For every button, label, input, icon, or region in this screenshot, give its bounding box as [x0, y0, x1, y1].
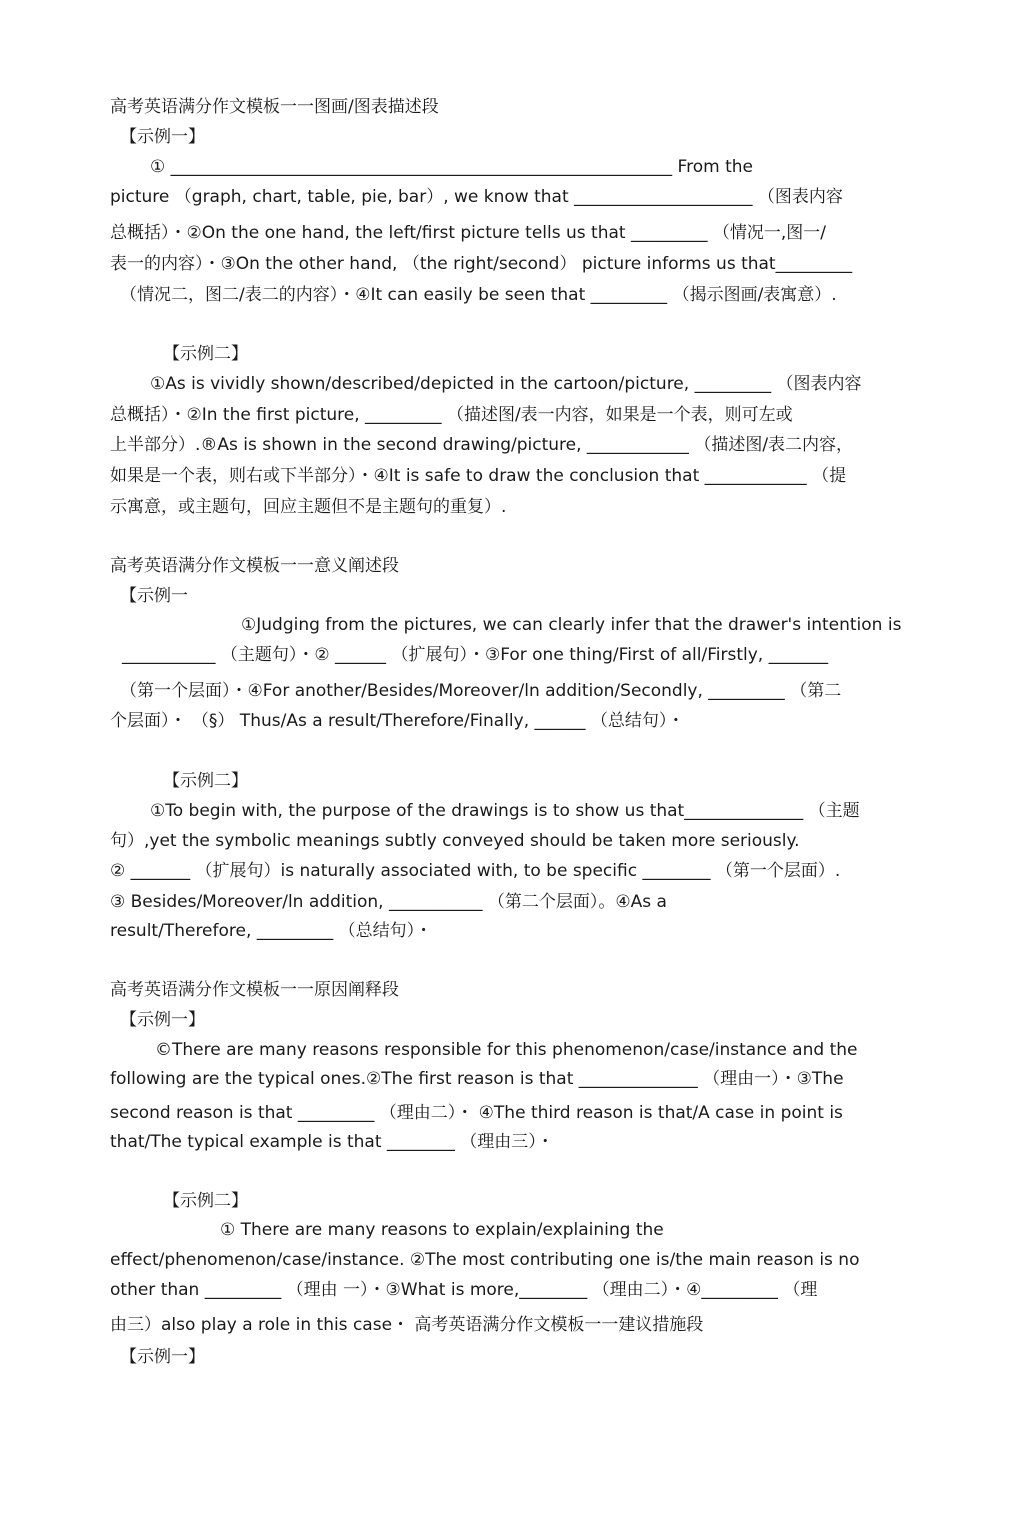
- text-line: 高考英语满分作文模板一一图画/图表描述段: [110, 97, 439, 117]
- text-line: 【示例二】: [163, 1191, 248, 1211]
- text-line: 【示例二】: [163, 771, 248, 791]
- text-line: ___________ （主题句）・② ______ （扩展句）・③For one thing/First of all/Firstly, _______: [122, 645, 829, 665]
- text-line: other than _________ （理由 一）・③What is more,________ （理由二）・④_________ （理: [110, 1280, 818, 1300]
- text-line: picture （graph, chart, table, pie, bar）, we know that _____________________ （图表内容: [110, 187, 843, 207]
- text-line: ①Judging from the pictures, we can clearly infer that the drawer's intention is: [241, 615, 902, 635]
- text-line: ① ___________________________________________________________ From the: [150, 157, 753, 177]
- text-line: 总概括）・②On the one hand, the left/first picture tells us that _________ （情况一,图一/: [110, 223, 826, 243]
- text-line: 高考英语满分作文模板一一原因阐释段: [110, 980, 399, 1000]
- text-line: ③ Besides/Moreover/ln addition, ___________ （第二个层面）。④As a: [110, 892, 667, 912]
- text-line: 由三）also play a role in this case・ 高考英语满分作文模板一一建议措施段: [110, 1315, 704, 1335]
- text-line: 句）,yet the symbolic meanings subtly conveyed should be taken more seriously.: [110, 831, 800, 851]
- text-line: 【示例一: [120, 586, 188, 606]
- text-line: 如果是一个表，则右或下半部分）・④It is safe to draw the conclusion that ____________ （提: [110, 466, 847, 486]
- text-line: result/Therefore, _________ （总结句）・: [110, 921, 433, 941]
- text-line: 高考英语满分作文模板一一意义阐述段: [110, 556, 399, 576]
- text-line: 个层面）・ （§） Thus/As a result/Therefore/Finally, ______ （总结句）・: [110, 711, 685, 731]
- text-line: （第一个层面）・④For another/Besides/Moreover/ln addition/Secondly, _________ （第二: [120, 681, 842, 701]
- text-line: 总概括）・②In the first picture, _________ （描述图/表一内容，如果是一个表，则可左或: [110, 405, 793, 425]
- text-line: 上半部分）.®As is shown in the second drawing/picture, ____________ （描述图/表二内容，: [110, 435, 854, 455]
- text-line: following are the typical ones.②The first reason is that ______________ （理由一）・③The: [110, 1069, 844, 1089]
- text-line: 示寓意，或主题句，回应主题但不是主题句的重复）.: [110, 497, 507, 517]
- text-line: 【示例一】: [120, 1347, 205, 1367]
- text-line: ①As is vividly shown/described/depicted in the cartoon/picture, _________ （图表内容: [150, 374, 862, 394]
- text-line: ② _______ （扩展句）is naturally associated with, to be specific ________ （第一个层面）.: [110, 861, 841, 881]
- text-line: 【示例一】: [120, 127, 205, 147]
- text-line: that/The typical example is that ________ （理由三）・: [110, 1132, 554, 1152]
- text-line: 【示例二】: [163, 344, 248, 364]
- text-line: 表一的内容）・③On the other hand, （the right/second） picture informs us that_________: [110, 254, 853, 274]
- text-line: 【示例一】: [120, 1010, 205, 1030]
- text-line: ① There are many reasons to explain/explaining the: [220, 1220, 664, 1240]
- text-line: ©There are many reasons responsible for this phenomenon/case/instance and the: [155, 1040, 858, 1060]
- text-line: （情况二，图二/表二的内容）・④It can easily be seen that _________ （揭示图画/表寓意）.: [120, 285, 837, 305]
- text-line: ①To begin with, the purpose of the drawings is to show us that______________ （主题: [150, 801, 860, 821]
- text-line: second reason is that _________ （理由二）・ ④The third reason is that/A case in point is: [110, 1103, 843, 1123]
- text-line: effect/phenomenon/case/instance. ②The most contributing one is/the main reason is no: [110, 1250, 860, 1270]
